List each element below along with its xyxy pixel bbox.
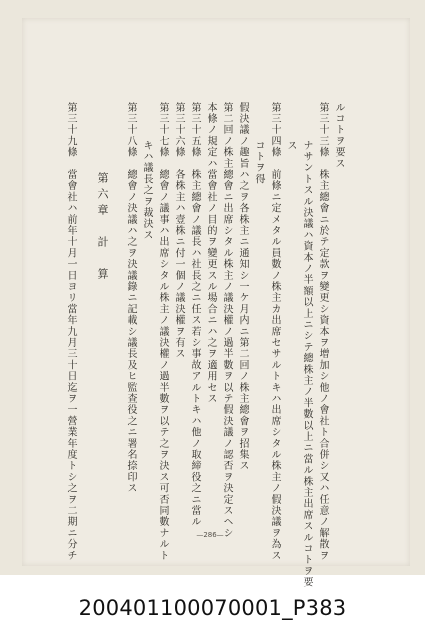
text-column-12: 第三十七條 總會ノ議事ハ出席シタル株主ノ議決權ノ過半數ヲ以テ之ヲ決ス可否同數ナルト [157, 102, 168, 562]
text-column-11: 第三十六條 各株主ハ壹株ニ付一個ノ議決權ヲ有ス [173, 102, 184, 360]
text-column-2: 第三十三條 株主總會ニ於テ定款ヲ變更シ資本ヲ增加シ他ノ會社ト合併シ又ハ任意ノ解散ヲ [317, 102, 328, 562]
text-column-4: ス [285, 140, 296, 152]
text-column-8: 第二回ノ株主總會ニ出席シタル株主ノ議決權ノ過半數ヲ以テ假決議ノ認否ヲ決定スヘシ [221, 102, 232, 539]
page-paper [22, 18, 410, 566]
chapter-heading: 第六章 計 算 [96, 172, 109, 284]
image-caption: 200401100070001_P383 [78, 596, 347, 620]
page-number: —286— [196, 531, 224, 539]
text-column-3: ナサントスル決議ハ資本ノ半額以上ニシテ總株主ノ半數以上ニ當ル株主出席スルコトヲ要 [301, 140, 312, 588]
text-column-14: 第三十八條 總會ノ決議ハ之ヲ決議錄ニ記載シ議長及ヒ監查役之ニ署名捺印ス [125, 102, 136, 494]
text-column-13: キハ議長之ヲ裁決ス [141, 140, 152, 241]
text-column-16: 第三十九條 當會社ハ前年十月一日ヨリ當年九月三十日迄ヲ一營業年度トシ之ヲ二期ニ分チ [65, 102, 76, 562]
text-column-6: コトヲ得 [253, 140, 264, 185]
text-column-1: ルコトヲ要ス [333, 102, 344, 170]
text-column-5: 第三十四條 前條ニ定メタル員數ノ株主カ出席セサルトキハ出席シタル株主ノ假決議ヲ為ス [269, 102, 280, 562]
text-column-7: 假決議ノ趣旨ハ之ヲ各株主ニ通知シ一ケ月内ニ第二回ノ株主總會ヲ招集ス [237, 102, 248, 472]
text-column-10: 第三十五條 株主總會ノ議長ハ社長之ニ任ス若シ事故アルトキハ他ノ取締役之ニ當ル [189, 102, 200, 528]
text-column-9: 本條ノ規定ハ當會社ノ目的ヲ變更スル場合ニハ之ヲ適用セス [205, 102, 216, 405]
